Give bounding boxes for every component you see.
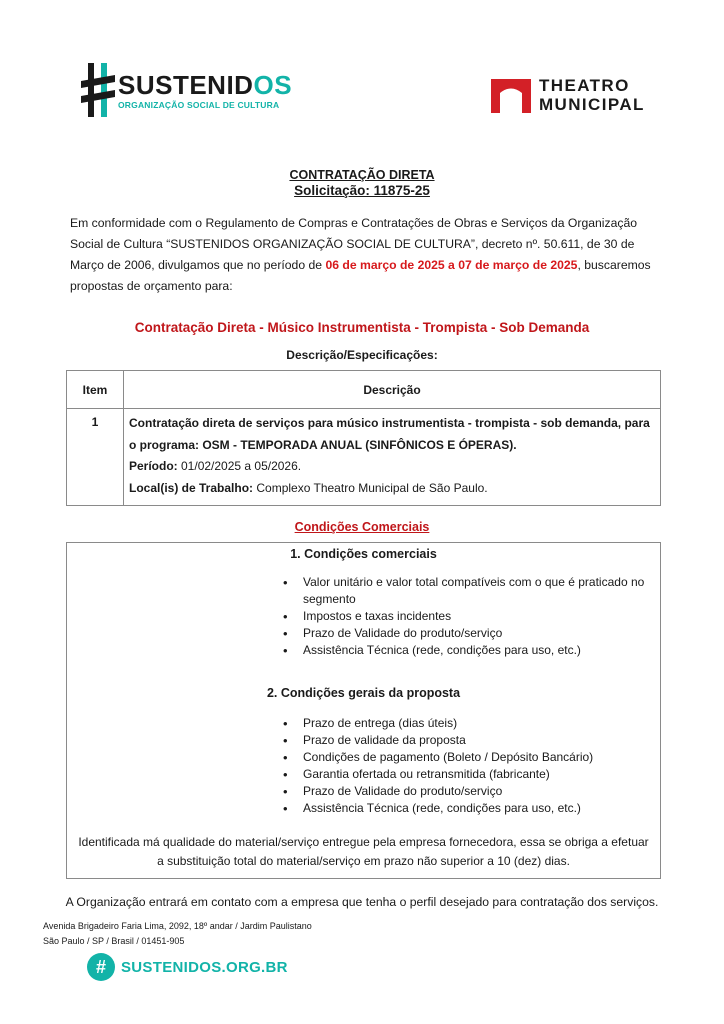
spec-table <box>66 370 661 506</box>
list-item: • Prazo de validade da proposta <box>283 732 663 749</box>
service-title: Contratação Direta - Músico Instrumentista - Trompista - Sob Demanda <box>134 320 590 335</box>
theatro-logo-line2: MUNICIPAL <box>539 95 645 114</box>
sustenidos-logo-subtitle: ORGANIZAÇÃO SOCIAL DE CULTURA <box>118 99 280 110</box>
conditions-heading: Condições Comerciais <box>294 520 430 534</box>
theatro-municipal-logo <box>489 73 645 117</box>
list-item: • Garantia ofertada ou retransmitida (fabricante) <box>283 766 663 783</box>
section2-title: 2. Condições gerais da proposta <box>266 686 461 700</box>
spec-label: Descrição/Especificações: <box>286 348 438 362</box>
document-title <box>0 168 724 198</box>
item-number: 1 <box>67 409 124 506</box>
col-desc-header: Descrição <box>124 371 661 409</box>
list-item: • Condições de pagamento (Boleto / Depósito Bancário) <box>283 749 663 766</box>
footer-website[interactable] <box>87 953 288 981</box>
list-item: • Impostos e taxas incidentes <box>283 608 663 625</box>
desc-period: Período: 01/02/2025 a 05/2026. <box>129 459 302 473</box>
list-item: • Prazo de Validade do produto/serviço <box>283 783 663 800</box>
theatro-arch-icon <box>489 73 533 117</box>
hash-icon: # <box>87 953 115 981</box>
section1-title: 1. Condições comerciais <box>290 547 437 561</box>
section1-list <box>283 574 663 659</box>
list-item: • Assistência Técnica (rede, condições para uso, etc.) <box>283 642 663 659</box>
sustenidos-logo-name: SUSTENIDOS <box>118 69 293 100</box>
col-item-header: Item <box>67 371 124 409</box>
table-row <box>67 409 661 506</box>
solicitation-number: Solicitação: 11875-25 <box>294 183 430 198</box>
title-line1: CONTRATAÇÃO DIRETA <box>289 168 435 182</box>
list-item: • Valor unitário e valor total compatíveis com o que é praticado no segmento <box>283 574 663 608</box>
table-header-row <box>67 371 661 409</box>
section2-list <box>283 715 663 817</box>
sustenidos-logo <box>80 63 292 117</box>
quality-note: Identificada má qualidade do material/serviço entregue pela empresa fornecedora, essa se obriga a efetuar a substituição total do material/serviço em prazo não superior a 10 (dez) dias. <box>78 835 649 868</box>
footer-address: Avenida Brigadeiro Faria Lima, 2092, 18º andar / Jardim Paulistano São Paulo / SP / Brasil / 01451-905 <box>43 921 312 946</box>
website-link[interactable]: SUSTENIDOS.ORG.BR <box>121 958 288 976</box>
desc-main: Contratação direta de serviços para músico instrumentista - trompista - sob demanda, para o programa: OSM - TEMPORADA ANUAL (SINFÔNICOS E ÓPERAS). <box>129 416 650 452</box>
closing-statement: A Organização entrará em contato com a empresa que tenha o perfil desejado para contratação dos serviços. <box>65 895 659 909</box>
theatro-logo-line1: THEATRO <box>539 76 630 95</box>
desc-local: Local(is) de Trabalho: Complexo Theatro Municipal de São Paulo. <box>129 480 488 495</box>
list-item: • Assistência Técnica (rede, condições para uso, etc.) <box>283 800 663 817</box>
list-item: • Prazo de Validade do produto/serviço <box>283 625 663 642</box>
conditions-box <box>66 542 661 879</box>
item-description <box>124 409 661 506</box>
hash-icon <box>80 63 114 117</box>
list-item: • Prazo de entrega (dias úteis) <box>283 715 663 732</box>
intro-paragraph: Em conformidade com o Regulamento de Compras e Contratações de Obras e Serviços da Organização Social de Cultura “SUSTENIDOS ORGANIZAÇÃO SOCIAL DE CULTURA”, decreto nº. 50.611, de 30 de Março de 2006, divulgamos que no período de 06 de março de 2025 a 07 de março de 2025, buscaremos propostas de orçamento para: <box>70 216 651 293</box>
period-highlight: 06 de março de 2025 a 07 de março de 2025 <box>325 258 578 272</box>
